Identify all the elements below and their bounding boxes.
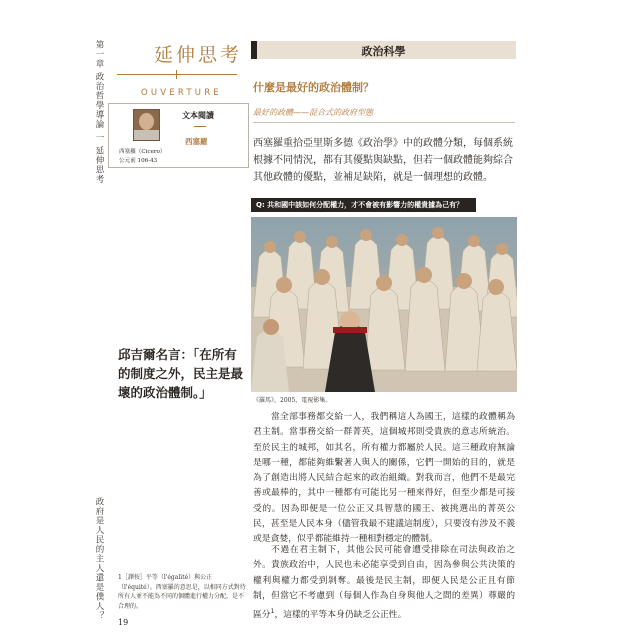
portrait-robe-shape bbox=[134, 130, 159, 140]
footnote-reference[interactable]: 1 bbox=[270, 608, 275, 616]
divider bbox=[253, 122, 515, 123]
decorative-tick bbox=[176, 70, 177, 79]
text-reading-label: 文本閱讀 bbox=[182, 110, 214, 120]
churchill-quote: 邱吉爾名言：「在所有的制度之外，民主是最壞的政治體制。」 bbox=[118, 347, 244, 400]
side-running-head: 政府是人民的主人還是僕人？ bbox=[94, 497, 104, 621]
page-number: 19 bbox=[118, 618, 129, 627]
rome-tv-series-photo bbox=[251, 217, 517, 392]
section-header bbox=[251, 41, 516, 59]
intro-paragraph: 西塞羅重拾亞里斯多德《政治學》中的政體分類，每個系統根據不同情況，都有其優點與缺點，但若一個政體能夠綜合其他政體的優點，並補足缺陷，就是一個理想的政體。 bbox=[253, 138, 513, 183]
sidebar-title: 延伸思考 bbox=[154, 44, 243, 66]
body-paragraph-2-end: ，這樣的平等本身仍缺乏公正性。 bbox=[274, 610, 407, 621]
portrait-head-shape bbox=[139, 113, 154, 130]
photo-question-bar bbox=[251, 198, 476, 212]
section-title: 政治科學 bbox=[361, 45, 406, 58]
decorative-rule bbox=[117, 74, 237, 75]
sub-heading: 最好的政體——混合式的政府型態 bbox=[253, 108, 373, 117]
photo-question: Q: 共和國中該如何分配權力，才不會被有影響力的權貴據為己有？ bbox=[256, 201, 464, 209]
chapter-running-head: 第一章 政治哲學導論 一 延伸思考 bbox=[94, 40, 104, 185]
overture-label: OUVERTURE bbox=[141, 88, 222, 98]
text-reading-author: 西塞羅 bbox=[185, 137, 208, 146]
text-reading-divider bbox=[194, 126, 206, 127]
photo-caption: 《羅馬》，2005，電視影集。 bbox=[253, 397, 332, 404]
body-paragraph-2-text: 不過在君主制下，其他公民可能會遭受排除在司法與政治之外。貴族政治中，人民也未必能享受到自由，因為參與公共決策的權利與權力都受到剝奪。最後是民主制，即便人民是公正且有節制，但當它不考慮到（每個人作為自身與他人之間的差異）尊嚴的區分 bbox=[253, 545, 515, 621]
footnote: 1［譯按］平等（l'égalité）與公正（l'équité）。西塞羅的意思是，以相同方式對待所有人並不能為不同的個體進行權力分配，是不合理的。 bbox=[118, 574, 246, 610]
author-dates: 公元前 106-43 bbox=[119, 158, 158, 164]
body-paragraph-1: 當全部事務都交給一人，我們稱這人為國王，這樣的政體稱為君主制。當事務交給一群菁英，這個城邦則受貴族的意志所統治。至於民主的城邦，如其名，所有權力都屬於人民。這三種政府無論是哪一種，都能夠維繫著人與人的關係，它們一開始的目的，就是為了創造出將人民結合起來的政治組織。對我而言，他們不是最完善或最棒的，其中一種都有可能比另一種來得好，但至少都是可接受的。因為即便是一位公正又具智慧的國王、被挑選出的菁英公民，甚至是人民本身（儘管我最不建議這制度），只要沒有涉及不義或是貪婪，似乎都能維持一種相對穩定的體制。 bbox=[253, 412, 515, 545]
author-full-name: 西塞羅（Cicero） bbox=[119, 149, 166, 155]
main-question: 什麼是最好的政治體制？ bbox=[253, 81, 374, 94]
body-paragraph-2 bbox=[253, 543, 515, 623]
cicero-portrait-image bbox=[133, 109, 160, 141]
senate-scene-illustration bbox=[251, 217, 517, 392]
